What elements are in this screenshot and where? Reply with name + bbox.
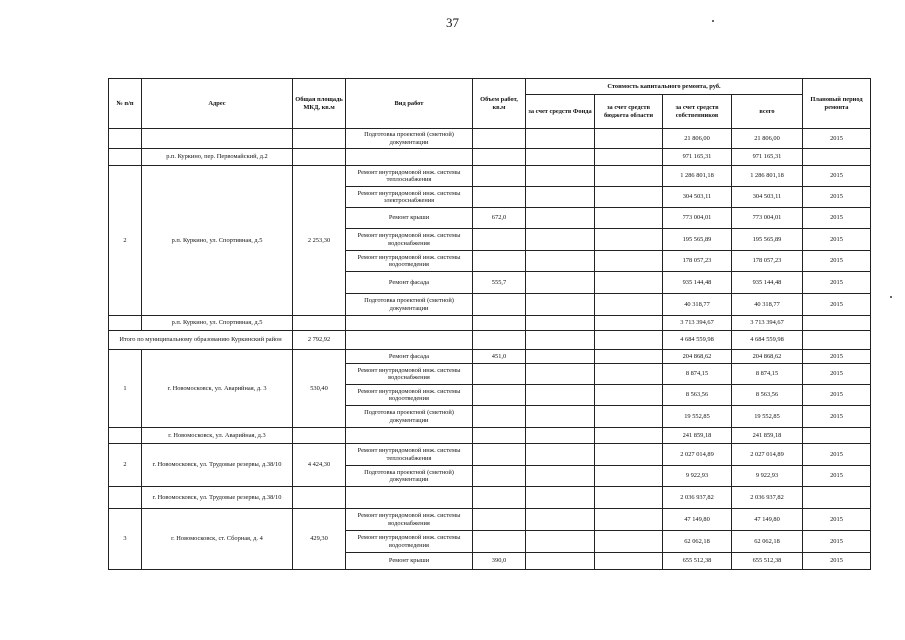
owners-cell: 304 503,11 [663, 187, 732, 208]
subtotal-label: г. Новомосковск, ул. Аварийная, д.3 [142, 428, 293, 444]
period-cell: 2015 [803, 129, 871, 149]
total-cell: 4 684 559,98 [732, 331, 803, 350]
total-cell: 304 503,11 [732, 187, 803, 208]
work-cell: Ремонт внутридомовой инж. системы водоотведения [346, 251, 473, 272]
total-cell: 178 057,23 [732, 251, 803, 272]
col-header-fund: за счет средств Фонда [526, 95, 595, 129]
owners-cell: 2 027 014,89 [663, 444, 732, 466]
owners-cell: 19 552,85 [663, 406, 732, 428]
volume-cell [473, 509, 526, 531]
col-header-period: Плановый период ремонта [803, 79, 871, 129]
period-cell: 2015 [803, 229, 871, 251]
col-header-area: Общая площадь МКД, кв.м [293, 79, 346, 129]
total-cell: 8 874,15 [732, 364, 803, 385]
volume-cell: 451,0 [473, 350, 526, 364]
total-cell: 773 004,01 [732, 208, 803, 229]
period-cell: 2015 [803, 350, 871, 364]
period-cell: 2015 [803, 166, 871, 187]
total-cell: 2 036 937,82 [732, 487, 803, 509]
subtotal-label: р.п. Куркино, пер. Первомайский, д.2 [142, 149, 293, 166]
subtotal-label: р.п. Куркино, ул. Спортивная, д.5 [142, 316, 293, 331]
volume-cell: 672,0 [473, 208, 526, 229]
total-cell: 9 922,93 [732, 466, 803, 487]
address-cell: р.п. Куркино, ул. Спортивная, д.5 [142, 166, 293, 316]
owners-cell: 204 868,62 [663, 350, 732, 364]
period-cell: 2015 [803, 187, 871, 208]
period-cell: 2015 [803, 509, 871, 531]
volume-cell [473, 364, 526, 385]
total-cell: 3 713 394,67 [732, 316, 803, 331]
col-header-work-type: Вид работ [346, 79, 473, 129]
owners-cell: 9 922,93 [663, 466, 732, 487]
address-cell: г. Новомосковск, ул. Аварийная, д. 3 [142, 350, 293, 428]
work-cell: Ремонт внутридомовой инж. системы теплоснабжения [346, 166, 473, 187]
page-number: 37 [446, 15, 459, 30]
total-cell: 8 563,56 [732, 385, 803, 406]
row-number: 1 [109, 350, 142, 428]
address-cell: г. Новомосковск, ул. Трудовые резервы, д.38/10 [142, 444, 293, 487]
owners-cell: 21 806,00 [663, 129, 732, 149]
owners-cell: 8 874,15 [663, 364, 732, 385]
work-cell: Подготовка проектной (сметной) документации [346, 406, 473, 428]
scan-speck [712, 20, 714, 22]
row-number: 2 [109, 444, 142, 487]
owners-cell: 1 286 801,18 [663, 166, 732, 187]
subtotal-row [109, 428, 871, 444]
table-row [109, 509, 871, 531]
owners-cell: 2 036 937,82 [663, 487, 732, 509]
col-header-address: Адрес [142, 79, 293, 129]
period-cell: 2015 [803, 294, 871, 316]
period-cell: 2015 [803, 208, 871, 229]
work-cell: Ремонт фасада [346, 272, 473, 294]
owners-cell: 935 144,48 [663, 272, 732, 294]
volume-cell [473, 385, 526, 406]
work-cell: Ремонт внутридомовой инж. системы водоотведения [346, 531, 473, 553]
col-header-owners: за счет средств собственников [663, 95, 732, 129]
volume-cell [473, 294, 526, 316]
owners-cell: 655 512,38 [663, 553, 732, 570]
col-header-volume: Объем работ, кв.м [473, 79, 526, 129]
volume-cell [473, 187, 526, 208]
total-cell: 935 144,48 [732, 272, 803, 294]
volume-cell [473, 444, 526, 466]
work-cell: Ремонт внутридомовой инж. системы водоснабжения [346, 509, 473, 531]
total-cell: 47 149,80 [732, 509, 803, 531]
total-cell: 241 859,18 [732, 428, 803, 444]
volume-cell [473, 406, 526, 428]
col-header-num: № п/п [109, 79, 142, 129]
owners-cell: 8 563,56 [663, 385, 732, 406]
subtotal-row [109, 149, 871, 166]
total-cell: 971 165,31 [732, 149, 803, 166]
subtotal-label: г. Новомосковск, ул. Трудовые резервы, д.38/10 [142, 487, 293, 509]
total-label: Итого по муниципальному образованию Куркинский район [109, 331, 293, 350]
table-row [109, 350, 871, 364]
subtotal-row [109, 316, 871, 331]
area-cell: 429,30 [293, 509, 346, 570]
owners-cell: 62 062,18 [663, 531, 732, 553]
owners-cell: 195 565,89 [663, 229, 732, 251]
row-number: 3 [109, 509, 142, 570]
col-header-total: всего [732, 95, 803, 129]
subtotal-row [109, 487, 871, 509]
owners-cell: 773 004,01 [663, 208, 732, 229]
period-cell: 2015 [803, 466, 871, 487]
area-cell: 530,40 [293, 350, 346, 428]
total-cell: 19 552,85 [732, 406, 803, 428]
period-cell: 2015 [803, 385, 871, 406]
total-cell: 204 868,62 [732, 350, 803, 364]
work-cell: Ремонт крыши [346, 553, 473, 570]
total-cell: 62 062,18 [732, 531, 803, 553]
period-cell: 2015 [803, 251, 871, 272]
scan-speck [890, 296, 892, 298]
owners-cell: 241 859,18 [663, 428, 732, 444]
period-cell: 2015 [803, 444, 871, 466]
period-cell: 2015 [803, 364, 871, 385]
header-row [109, 79, 871, 95]
work-cell: Ремонт внутридомовой инж. системы теплоснабжения [346, 444, 473, 466]
table-row [109, 444, 871, 466]
work-cell: Ремонт внутридомовой инж. системы водоснабжения [346, 229, 473, 251]
work-cell: Ремонт фасада [346, 350, 473, 364]
total-cell: 655 512,38 [732, 553, 803, 570]
table-row [109, 166, 871, 187]
col-header-cost: Стоимость капитального ремонта, руб. [526, 79, 803, 95]
owners-cell: 40 318,77 [663, 294, 732, 316]
total-cell: 1 286 801,18 [732, 166, 803, 187]
work-cell: Ремонт внутридомовой инж. системы электроснабжения [346, 187, 473, 208]
area-cell: 2 253,30 [293, 166, 346, 316]
col-header-region-budget: за счет средств бюджета области [595, 95, 663, 129]
work-cell: Ремонт внутридомовой инж. системы водоотведения [346, 385, 473, 406]
owners-cell: 47 149,80 [663, 509, 732, 531]
total-cell: 2 027 014,89 [732, 444, 803, 466]
owners-cell: 971 165,31 [663, 149, 732, 166]
owners-cell: 3 713 394,67 [663, 316, 732, 331]
period-cell: 2015 [803, 406, 871, 428]
total-cell: 40 318,77 [732, 294, 803, 316]
volume-cell [473, 166, 526, 187]
total-row [109, 331, 871, 350]
period-cell: 2015 [803, 272, 871, 294]
work-cell: Подготовка проектной (сметной) документации [346, 294, 473, 316]
area-cell: 4 424,30 [293, 444, 346, 487]
total-cell: 21 806,00 [732, 129, 803, 149]
work-cell: Ремонт крыши [346, 208, 473, 229]
period-cell: 2015 [803, 531, 871, 553]
work-cell: Подготовка проектной (сметной) документации [346, 466, 473, 487]
volume-cell [473, 531, 526, 553]
total-cell: 195 565,89 [732, 229, 803, 251]
volume-cell [473, 229, 526, 251]
owners-cell: 4 684 559,98 [663, 331, 732, 350]
work-cell: Подготовка проектной (сметной) документации [346, 129, 473, 149]
volume-cell [473, 466, 526, 487]
volume-cell [473, 251, 526, 272]
capital-repair-table [108, 78, 871, 570]
address-cell: г. Новомосковск, ст. Сборная, д. 4 [142, 509, 293, 570]
volume-cell: 390,0 [473, 553, 526, 570]
owners-cell: 178 057,23 [663, 251, 732, 272]
period-cell: 2015 [803, 553, 871, 570]
volume-cell: 555,7 [473, 272, 526, 294]
table-row [109, 129, 871, 149]
work-cell: Ремонт внутридомовой инж. системы водоснабжения [346, 364, 473, 385]
area-cell: 2 792,92 [293, 331, 346, 350]
row-number: 2 [109, 166, 142, 316]
